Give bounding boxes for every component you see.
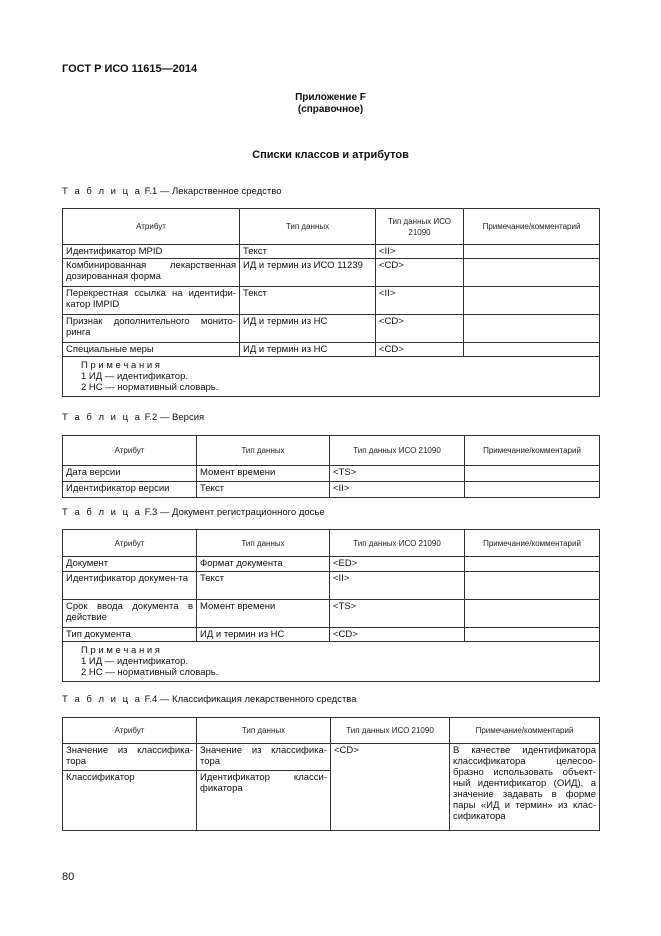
table-cell: <II> xyxy=(376,287,464,315)
table-cell xyxy=(465,600,600,628)
table-cell: Формат документа xyxy=(197,557,330,572)
table-f4-header-iso-type: Тип данных ИСО 21090 xyxy=(331,718,450,744)
table-row xyxy=(63,466,600,482)
table-cell: Идентификатор MPID xyxy=(63,245,240,259)
table-cell xyxy=(465,482,600,498)
table-f3-notes xyxy=(63,642,600,682)
table-f3 xyxy=(62,529,599,682)
table-cell: Идентификатор класси-фикатора xyxy=(197,771,331,831)
table-f3-caption xyxy=(62,507,325,518)
table-f2 xyxy=(62,435,599,498)
table-cell xyxy=(464,245,600,259)
note-line: 1 ИД — идентификатор. xyxy=(81,371,189,382)
document-code: ГОСТ Р ИСО 11615—2014 xyxy=(62,63,198,75)
appendix-subtitle: (справочное) xyxy=(297,104,364,115)
table-cell: Идентификатор версии xyxy=(63,482,197,498)
table-f4-caption-text: F.4 — Классификация лекарственного средства xyxy=(144,694,357,705)
table-cell: Текст xyxy=(197,482,330,498)
table-cell: Комбинированная лекарственная дозированная форма xyxy=(63,259,240,287)
table-cell: Тип документа xyxy=(63,628,197,642)
table-f1-header-attribute: Атрибут xyxy=(63,209,240,245)
table-cell: <II> xyxy=(376,245,464,259)
table-cell: <CD> xyxy=(376,315,464,343)
table-cell: <ED> xyxy=(330,557,465,572)
table-cell: <CD> xyxy=(376,343,464,357)
table-cell: <TS> xyxy=(330,600,465,628)
table-cell xyxy=(465,466,600,482)
note-line: 2 НС — нормативный словарь. xyxy=(81,382,219,393)
table-cell: <II> xyxy=(330,482,465,498)
table-cell xyxy=(465,557,600,572)
table-cell-comment: В качестве идентификатора классификатора целесоо-бразно использовать объект-ный идентификатор (ОИД), а значение задавать в форме пары «ИД и термин» из клас-сификатора xyxy=(450,744,600,831)
table-cell: Текст xyxy=(240,287,376,315)
table-f1-caption-text: F.1 — Лекарственное средство xyxy=(144,186,282,197)
table-cell: Срок ввода документа в действие xyxy=(63,600,197,628)
table-row xyxy=(63,259,600,287)
table-cell: Текст xyxy=(240,245,376,259)
table-f4-header-comment: Примечание/комментарий xyxy=(450,718,600,744)
appendix-title: Приложение F xyxy=(295,92,366,103)
table-f3-header-attribute: Атрибут xyxy=(63,530,197,557)
table-cell: ИД и термин из ИСО 11239 xyxy=(240,259,376,287)
table-cell: Дата версии xyxy=(63,466,197,482)
table-row xyxy=(63,287,600,315)
table-f1-notes xyxy=(63,357,600,397)
table-cell xyxy=(465,572,600,600)
table-row xyxy=(63,572,600,600)
table-cell xyxy=(464,343,600,357)
table-f2-header-type: Тип данных xyxy=(197,436,330,466)
table-cell: ИД и термин из НС xyxy=(197,628,330,642)
table-f3-header-comment: Примечание/комментарий xyxy=(465,530,600,557)
table-row xyxy=(63,744,600,771)
table-f1-header-comment: Примечание/комментарий xyxy=(464,209,600,245)
table-cell xyxy=(464,315,600,343)
notes-heading: П р и м е ч а н и я xyxy=(81,360,160,371)
page-number: 80 xyxy=(62,871,75,883)
table-cell: Значение из классифика-тора xyxy=(63,744,197,771)
table-cell: <CD> xyxy=(330,628,465,642)
table-cell: Специальные меры xyxy=(63,343,240,357)
table-cell xyxy=(464,287,600,315)
note-line: 1 ИД — идентификатор. xyxy=(81,656,189,667)
table-cell: Классификатор xyxy=(63,771,197,831)
table-f3-header-type: Тип данных xyxy=(197,530,330,557)
table-f2-caption-text: F.2 — Версия xyxy=(144,412,205,423)
table-cell: <CD> xyxy=(331,744,450,831)
table-f2-caption-prefix: Т а б л и ц а xyxy=(62,412,142,423)
table-cell: Момент времени xyxy=(197,600,330,628)
table-row xyxy=(63,557,600,572)
table-cell: Признак дополнительного монито-ринга xyxy=(63,315,240,343)
note-line: 2 НС — нормативный словарь. xyxy=(81,667,219,678)
table-cell: <CD> xyxy=(376,259,464,287)
table-f4-caption-prefix: Т а б л и ц а xyxy=(62,694,142,705)
table-row xyxy=(63,343,600,357)
table-f4-caption xyxy=(62,694,357,705)
appendix-heading xyxy=(0,92,661,116)
table-f1-caption xyxy=(62,186,282,197)
table-cell: <II> xyxy=(330,572,465,600)
table-cell: Документ xyxy=(63,557,197,572)
table-row xyxy=(63,482,600,498)
table-f2-caption xyxy=(62,412,204,423)
table-f1-caption-prefix: Т а б л и ц а xyxy=(62,186,142,197)
table-cell: Идентификатор докумен-та xyxy=(63,572,197,600)
table-cell: Текст xyxy=(197,572,330,600)
table-f4 xyxy=(62,717,599,831)
table-f1 xyxy=(62,208,599,397)
table-f4-header-type: Тип данных xyxy=(197,718,331,744)
table-notes-row xyxy=(63,642,600,682)
table-f3-caption-prefix: Т а б л и ц а xyxy=(62,507,142,518)
table-row xyxy=(63,628,600,642)
table-cell xyxy=(464,259,600,287)
table-row xyxy=(63,600,600,628)
table-cell: ИД и термин из НС xyxy=(240,343,376,357)
table-f3-header-iso-type: Тип данных ИСО 21090 xyxy=(330,530,465,557)
table-cell: ИД и термин из НС xyxy=(240,315,376,343)
table-cell: <TS> xyxy=(330,466,465,482)
table-f2-header-comment: Примечание/комментарий xyxy=(465,436,600,466)
table-row xyxy=(63,245,600,259)
table-cell: Перекрестная ссылка на идентифи-катор IMPID xyxy=(63,287,240,315)
table-f3-caption-text: F.3 — Документ регистрационного досье xyxy=(144,507,325,518)
table-row xyxy=(63,315,600,343)
table-notes-row xyxy=(63,357,600,397)
table-f4-header-attribute: Атрибут xyxy=(63,718,197,744)
table-cell: Момент времени xyxy=(197,466,330,482)
table-cell xyxy=(465,628,600,642)
table-f1-header-type: Тип данных xyxy=(240,209,376,245)
section-title: Списки классов и атрибутов xyxy=(252,149,409,161)
notes-heading: П р и м е ч а н и я xyxy=(81,645,160,656)
table-cell: Значение из классифика-тора xyxy=(197,744,331,771)
table-f1-header-iso-type: Тип данных ИСО 21090 xyxy=(376,209,464,245)
table-f2-header-iso-type: Тип данных ИСО 21090 xyxy=(330,436,465,466)
table-f2-header-attribute: Атрибут xyxy=(63,436,197,466)
